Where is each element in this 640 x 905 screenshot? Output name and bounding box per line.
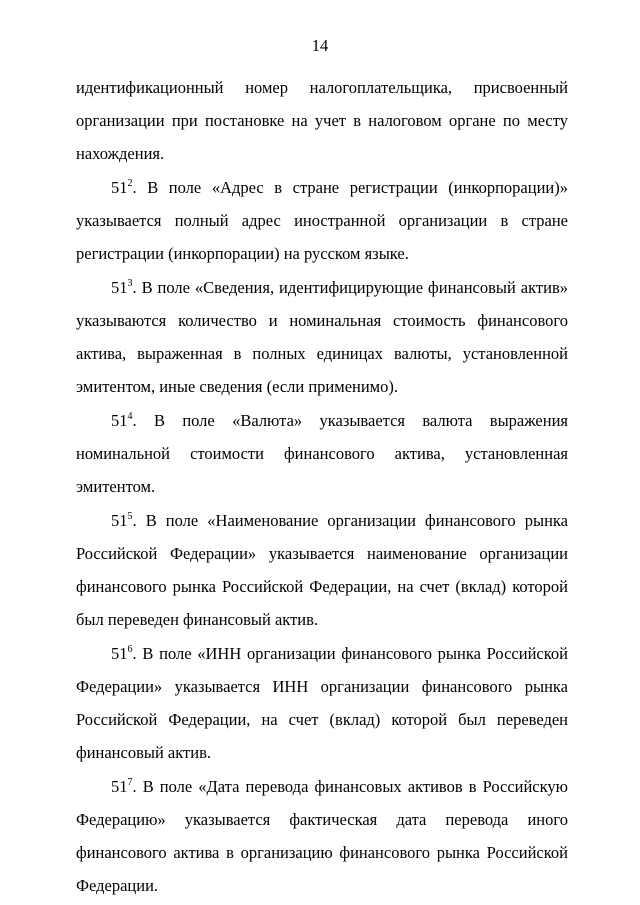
paragraph-51-3 bbox=[76, 271, 568, 403]
clause-number-base: 51 bbox=[111, 411, 128, 430]
clause-number-superscript: 4 bbox=[127, 411, 133, 422]
paragraph-text: . В поле «Адрес в стране регистрации (инкорпорации)» указывается полный адрес иностранной организации в стране регистрации (инкорпорации) на русском языке. bbox=[76, 178, 568, 263]
paragraph-text: . В поле «Дата перевода финансовых активов в Российскую Федерацию» указывается фактическая дата перевода иного финансового актива в организацию финансового рынка Российской Федерации. bbox=[76, 777, 568, 895]
clause-number bbox=[111, 644, 133, 663]
paragraph-text: . В поле «Наименование организации финансового рынка Российской Федерации» указывается наименование организации финансового рынка Российской Федерации, на счет (вклад) которой был переведен финансовый актив. bbox=[76, 511, 568, 629]
clause-number-base: 51 bbox=[111, 178, 128, 197]
clause-number-base: 51 bbox=[111, 644, 128, 663]
clause-number-superscript: 2 bbox=[127, 178, 133, 189]
clause-number bbox=[111, 777, 133, 796]
paragraph-text: . В поле «Сведения, идентифицирующие финансовый актив» указываются количество и номинальная стоимость финансового актива, выраженная в полных единицах валюты, установленной эмитентом, иные сведения (если применимо). bbox=[76, 278, 568, 396]
clause-number bbox=[111, 411, 133, 430]
paragraph-51-6 bbox=[76, 637, 568, 769]
paragraph-51-7 bbox=[76, 770, 568, 902]
clause-number-superscript: 5 bbox=[127, 511, 133, 522]
clause-number bbox=[111, 178, 133, 197]
clause-number-superscript: 7 bbox=[127, 777, 133, 788]
clause-number-superscript: 3 bbox=[127, 278, 133, 289]
paragraph-51-2 bbox=[76, 171, 568, 270]
paragraph-text: . В поле «Валюта» указывается валюта выражения номинальной стоимости финансового актива, установленная эмитентом. bbox=[76, 411, 568, 496]
paragraph-text: . В поле «ИНН организации финансового рынка Российской Федерации» указывается ИНН организации финансового рынка Российской Федерации, на счет (вклад) которой был переведен финансовый актив. bbox=[76, 644, 568, 762]
paragraph-51-4 bbox=[76, 404, 568, 503]
document-body bbox=[76, 71, 568, 902]
clause-number-base: 51 bbox=[111, 777, 128, 796]
clause-number-base: 51 bbox=[111, 278, 128, 297]
clause-number bbox=[111, 278, 133, 297]
paragraph-51-5 bbox=[76, 504, 568, 636]
clause-number-base: 51 bbox=[111, 511, 128, 530]
clause-number bbox=[111, 511, 133, 530]
paragraph-continuation bbox=[76, 71, 568, 170]
page-number: 14 bbox=[311, 36, 329, 55]
paragraph-text: идентификационный номер налогоплательщика, присвоенный организации при постановке на учет в налоговом органе по месту нахождения. bbox=[76, 78, 568, 163]
clause-number-superscript: 6 bbox=[127, 644, 133, 655]
